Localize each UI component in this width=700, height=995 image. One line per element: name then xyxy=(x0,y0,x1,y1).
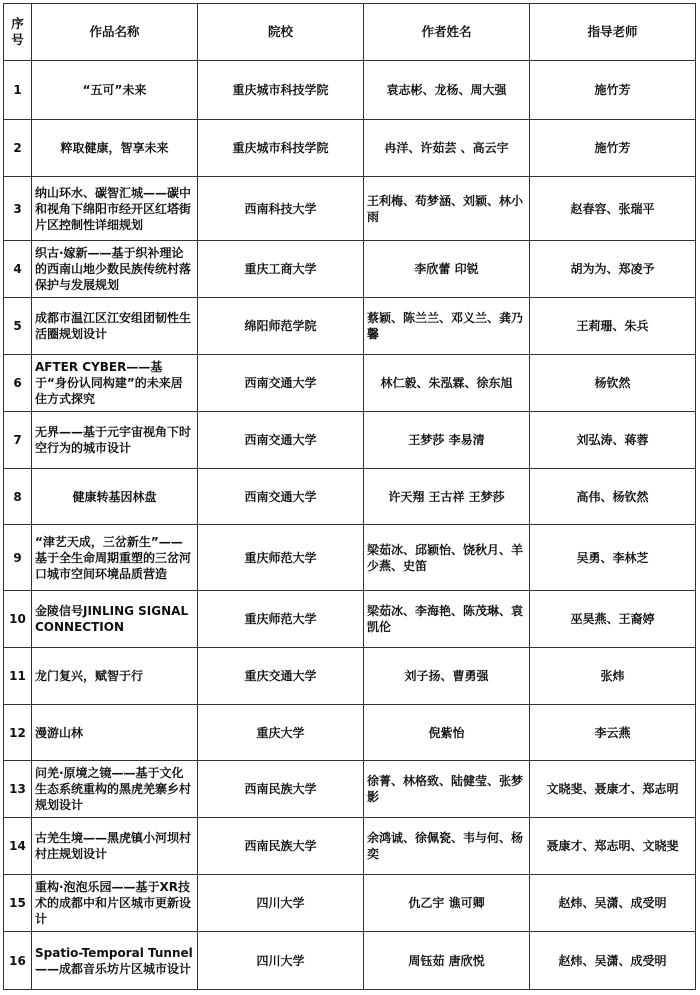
cell-title: 问羌·原境之镜——基于文化生态系统重构的黑虎羌寨乡村规划设计 xyxy=(32,761,198,818)
table-row xyxy=(4,591,696,648)
cell-no: 11 xyxy=(4,648,32,705)
cell-authors: 李欣蕾 印锐 xyxy=(364,241,530,298)
table-row xyxy=(4,932,696,990)
cell-authors: 冉洋、许茹芸 、高云宇 xyxy=(364,120,530,177)
cell-no: 10 xyxy=(4,591,32,648)
cell-authors: 梁茹冰、邱颖怡、饶秋月、羊少燕、史笛 xyxy=(364,525,530,591)
cell-advisor: 王莉珊、朱兵 xyxy=(530,298,696,355)
cell-school: 西南民族大学 xyxy=(198,818,364,875)
cell-school: 重庆交通大学 xyxy=(198,648,364,705)
cell-school: 西南交通大学 xyxy=(198,412,364,469)
cell-authors: 王利梅、苟梦涵、刘颖、林小雨 xyxy=(364,177,530,241)
cell-title: 金陵信号JINLING SIGNAL CONNECTION xyxy=(32,591,198,648)
cell-authors: 余鸿诚、徐佩瓷、韦与何、杨奕 xyxy=(364,818,530,875)
table-row xyxy=(4,120,696,177)
table-row xyxy=(4,412,696,469)
cell-title: “津艺天成，三岔新生”——基于全生命周期重塑的三岔河口城市空间环境品质营造 xyxy=(32,525,198,591)
cell-title: 成都市温江区江安组团韧性生活圈规划设计 xyxy=(32,298,198,355)
cell-authors: 梁茹冰、李海艳、陈茂琳、袁凯伦 xyxy=(364,591,530,648)
cell-no: 14 xyxy=(4,818,32,875)
cell-school: 西南交通大学 xyxy=(198,469,364,525)
cell-authors: 王梦莎 李易清 xyxy=(364,412,530,469)
cell-advisor: 文晓斐、聂康才、郑志明 xyxy=(530,761,696,818)
cell-title: “五可”未来 xyxy=(32,61,198,120)
cell-no: 2 xyxy=(4,120,32,177)
table-row xyxy=(4,648,696,705)
cell-school: 重庆师范大学 xyxy=(198,525,364,591)
cell-title: 重构·泡泡乐园——基于XR技术的成都中和片区城市更新设计 xyxy=(32,875,198,932)
cell-title: 健康转基因林盘 xyxy=(32,469,198,525)
cell-school: 四川大学 xyxy=(198,932,364,990)
cell-no: 7 xyxy=(4,412,32,469)
cell-no: 1 xyxy=(4,61,32,120)
table-row xyxy=(4,875,696,932)
table-row xyxy=(4,469,696,525)
cell-school: 西南民族大学 xyxy=(198,761,364,818)
cell-school: 重庆师范大学 xyxy=(198,591,364,648)
table-row xyxy=(4,705,696,761)
header-title: 作品名称 xyxy=(32,4,198,61)
cell-title: 织古·嫁新——基于织补理论的西南山地少数民族传统村落保护与发展规划 xyxy=(32,241,198,298)
table-row xyxy=(4,298,696,355)
cell-no: 16 xyxy=(4,932,32,990)
header-no: 序号 xyxy=(4,4,32,61)
table-row xyxy=(4,818,696,875)
cell-authors: 林仁毅、朱泓霖、徐东旭 xyxy=(364,355,530,412)
cell-advisor: 赵春容、张瑞平 xyxy=(530,177,696,241)
cell-title: 无界——基于元宇宙视角下时空行为的城市设计 xyxy=(32,412,198,469)
cell-advisor: 施竹芳 xyxy=(530,120,696,177)
cell-title: 纳山环水、碳智汇城——碳中和视角下绵阳市经开区红塔街片区控制性详细规划 xyxy=(32,177,198,241)
cell-advisor: 杨钦然 xyxy=(530,355,696,412)
cell-no: 6 xyxy=(4,355,32,412)
header-advisor: 指导老师 xyxy=(530,4,696,61)
cell-title: 漫游山林 xyxy=(32,705,198,761)
cell-title: 粹取健康，智享未来 xyxy=(32,120,198,177)
cell-advisor: 张炜 xyxy=(530,648,696,705)
cell-title: Spatio-Temporal Tunnel——成都音乐坊片区城市设计 xyxy=(32,932,198,990)
cell-advisor: 巫昊燕、王裔婷 xyxy=(530,591,696,648)
table-row xyxy=(4,761,696,818)
awards-table xyxy=(3,3,696,990)
cell-no: 5 xyxy=(4,298,32,355)
cell-authors: 刘子扬、曹勇强 xyxy=(364,648,530,705)
cell-no: 13 xyxy=(4,761,32,818)
header-authors: 作者姓名 xyxy=(364,4,530,61)
cell-no: 4 xyxy=(4,241,32,298)
cell-school: 重庆城市科技学院 xyxy=(198,120,364,177)
cell-title: 古羌生境——黑虎镇小河坝村村庄规划设计 xyxy=(32,818,198,875)
table-row xyxy=(4,355,696,412)
cell-advisor: 吴勇、李林芝 xyxy=(530,525,696,591)
cell-advisor: 赵炜、吴潇、成受明 xyxy=(530,875,696,932)
cell-school: 西南科技大学 xyxy=(198,177,364,241)
cell-advisor: 赵炜、吴潇、成受明 xyxy=(530,932,696,990)
header-row xyxy=(4,4,696,61)
table-row xyxy=(4,61,696,120)
cell-advisor: 聂康才、郑志明、文晓斐 xyxy=(530,818,696,875)
cell-no: 8 xyxy=(4,469,32,525)
cell-authors: 周钰茹 唐欣悦 xyxy=(364,932,530,990)
cell-advisor: 胡为为、郑凌予 xyxy=(530,241,696,298)
cell-no: 9 xyxy=(4,525,32,591)
table-row xyxy=(4,241,696,298)
table-row xyxy=(4,525,696,591)
cell-no: 3 xyxy=(4,177,32,241)
cell-school: 绵阳师范学院 xyxy=(198,298,364,355)
cell-authors: 许天翔 王古祥 王梦莎 xyxy=(364,469,530,525)
cell-authors: 袁志彬、龙杨、周大强 xyxy=(364,61,530,120)
cell-school: 重庆工商大学 xyxy=(198,241,364,298)
cell-title: 龙门复兴，赋智于行 xyxy=(32,648,198,705)
cell-authors: 徐菁、林格致、陆健莹、张梦影 xyxy=(364,761,530,818)
cell-school: 西南交通大学 xyxy=(198,355,364,412)
cell-advisor: 施竹芳 xyxy=(530,61,696,120)
header-school: 院校 xyxy=(198,4,364,61)
cell-no: 15 xyxy=(4,875,32,932)
cell-advisor: 李云燕 xyxy=(530,705,696,761)
cell-authors: 仇乙宇 谯可卿 xyxy=(364,875,530,932)
cell-title: AFTER CYBER——基于“身份认同构建”的未来居住方式探究 xyxy=(32,355,198,412)
cell-advisor: 高伟、杨钦然 xyxy=(530,469,696,525)
cell-school: 重庆城市科技学院 xyxy=(198,61,364,120)
cell-authors: 蔡颖、陈兰兰、邓义兰、龚乃馨 xyxy=(364,298,530,355)
cell-no: 12 xyxy=(4,705,32,761)
cell-school: 重庆大学 xyxy=(198,705,364,761)
table-row xyxy=(4,177,696,241)
cell-authors: 倪紫怡 xyxy=(364,705,530,761)
cell-advisor: 刘弘涛、蒋蓉 xyxy=(530,412,696,469)
cell-school: 四川大学 xyxy=(198,875,364,932)
